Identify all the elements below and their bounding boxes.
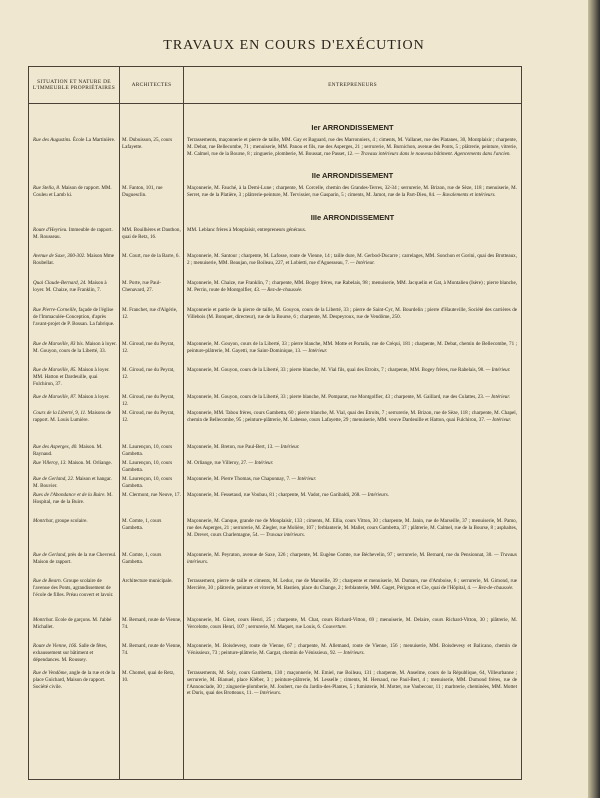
- situation-cell: [33, 185, 117, 199]
- works-note: — Intérieur.: [485, 416, 512, 423]
- street-name: Rue Villeroy, 13.: [33, 460, 67, 466]
- contractors-text: M. Orliange, rue Villeroy, 27.: [187, 460, 248, 466]
- contractors-cell: [187, 341, 517, 355]
- works-table: [28, 66, 522, 780]
- situation-cell: [33, 643, 117, 663]
- contractors-text: Terrassements, maçonnerie et pierre de taille, MM. Gay et Baguard, rue des Marronniers, 4 ; ciments, M. Vallanet, rue des Platanes, 30, Montplaisir ; charpente, M. Debat, rue Bellecombe, 71 ; menuiserie, MM. Panou et fils, rue des Asperges, 21 ; serrurerie, M. Burnichon, avenue des Ponts, 5 ; plâtrerie, peinture, vitrerie, M. Calmel, rue de la Bourse, 8 ; zinguerie, plomberie, M. Boussat, rue Passet, 12.: [187, 137, 517, 157]
- contractors-cell: [187, 367, 517, 374]
- building-description: groupe scolaire.: [53, 518, 88, 524]
- situation-cell: [33, 617, 117, 631]
- street-name: Rue de Marseille, 83 bis.: [33, 341, 84, 347]
- building-description: Immeuble de rapport. M. Rousseau.: [33, 227, 113, 240]
- situation-cell: [33, 253, 117, 267]
- street-name: Route de Vienne, 166.: [33, 643, 78, 649]
- contractors-text: Maçonnerie, M. Boisdevesy, route de Vienne, 67 ; charpente, M. Allemand, route de Vienne, 156 ; menuiserie, MM. Boisdevesy et Balicano, chemin de Vénissieux, 73 ; peinture-plâtrerie, M. Gargat, chemin de Vénissieux, 92.: [187, 643, 517, 656]
- architect-cell: M. Comte, 1, cours Gambetta.: [122, 518, 162, 531]
- architect-cell: M. Giroud, rue du Peyrat, 12.: [122, 367, 175, 380]
- building-description: angle de la rue et de la place Guichard, Maison de rapport. Société civile.: [33, 670, 116, 690]
- street-name: Rue de Gerland, 22.: [33, 476, 75, 482]
- page-title: TRAVAUX EN COURS D'EXÉCUTION: [163, 38, 425, 53]
- situation-cell: [33, 367, 117, 387]
- situation-cell: [33, 492, 117, 506]
- street-name: Montchat.: [33, 617, 54, 623]
- contractors-cell: [187, 492, 517, 499]
- works-note: — Travaux intérieurs.: [187, 552, 517, 565]
- situation-cell: [33, 444, 117, 458]
- building-description: Ecole de garçons. M. l'abbé Michallet.: [33, 617, 112, 630]
- building-description: Salle de fêtes, exhaussement sur bâtiment et dépendances. M. Roussey.: [33, 643, 108, 663]
- street-name: Quai Claude-Bernard, 24.: [33, 280, 87, 286]
- architect-cell: M. Franchet, rue d'Algérie, 12.: [122, 307, 178, 320]
- contractors-text: Maçonnerie, M. Breton, rue Paul-Bert, 13.: [187, 444, 274, 450]
- architect-cell: M. Bernard, route de Vienne, 74.: [122, 617, 182, 630]
- building-description: École La Martinière.: [71, 137, 116, 143]
- contractors-cell: [187, 518, 517, 538]
- works-note: — Intérieur.: [484, 394, 511, 400]
- street-name: Rue de Gerland,: [33, 552, 67, 558]
- building-description: Maison à loyer.: [76, 394, 110, 400]
- page-edge: [588, 0, 600, 798]
- header-entrepreneurs: ENTREPRENEURS: [328, 82, 377, 88]
- building-description: Maisons de rapport. M. Louis Lumière.: [33, 410, 112, 423]
- works-note: — Intérieur.: [290, 476, 317, 482]
- contractors-cell: [187, 394, 517, 401]
- contractors-text: Maçonnerie, M. Fessetaud, rue Voubau, 81 ; charpente, M. Vadot, rue Garibaldi, 268.: [187, 492, 361, 498]
- street-name: Rue de Marseille, 85.: [33, 367, 77, 373]
- situation-cell: [33, 460, 117, 467]
- street-name: Cours de la Liberté, 9, 11.: [33, 410, 87, 416]
- contractors-cell: [187, 444, 517, 451]
- contractors-text: MM. Leblanc frères à Monplaisir, entrepreneurs généraux.: [187, 227, 307, 233]
- architect-cell: M. Giroud, rue du Peyrat, 12.: [122, 394, 175, 407]
- street-name: Montchat,: [33, 518, 54, 524]
- street-name: Rue de Marseille, 87.: [33, 394, 77, 400]
- contractors-text: Maçonnerie, M. Santour ; charpente, M. Lafosse, route de Vienne, 14 ; taille dure, M. Gerbod-Ducarre ; carrelages, MM. Sonchon et Gorini, quai des Brotteaux, 2 ; menuiserie, MM. Beaujan, rue Boileau, 227, et Lobietti, rue d'Aguesseau, 7.: [187, 253, 517, 266]
- contractors-cell: [187, 280, 517, 294]
- situation-cell: [33, 552, 117, 566]
- contractors-text: Terrassement, pierre de taille et ciments, M. Leduc, rue de Marseille, 39 ; charpente et menuiserie, M. Dumars, rue d'Amboise, 6 ; serrurerie, M. Gimond, rue Mercière, 30 ; plâtrerie, peinture et vitrerie, M. Bastien, place du Change, 2 ; ferblanterie, MM. Gaget, Pérignon et Cie, quai de l'Hôpital, 4.: [187, 578, 517, 591]
- building-description: M. Hospital, rue de la Buire.: [33, 492, 113, 505]
- contractors-cell: [187, 578, 517, 592]
- contractors-text: Maçonnerie, M. Chaize, rue Franklin, 7 ; charpente, MM. Bogey frères, rue Rabelais, 98 ; menuiserie, MM. Jacquelin et Gat, à Montalieu (Isère) ; pierre blanche, M. Perrin, route de Montgolfier, 43.: [187, 280, 517, 293]
- contractors-cell: [187, 410, 517, 424]
- works-note: — Intérieur.: [247, 460, 274, 466]
- contractors-text: Maçonnerie, M. Gouyon, cours de la Liberté, 33 ; pierre blanche, M. Pomparat, rue Montgolfier, 43 ; charpente, M. Gaillard, rue des Culattes, 23.: [187, 394, 485, 400]
- architect-cell: M. Giroud, rue du Peyrat, 12.: [122, 341, 175, 354]
- architect-cell: M. Chomel, quai de Retz, 10.: [122, 670, 175, 683]
- situation-cell: [33, 137, 117, 144]
- architect-cell: M. Comte, 1, cours Gambetta.: [122, 552, 162, 565]
- contractors-cell: [187, 253, 517, 267]
- contractors-text: Maçonnerie, M. Peyraton, avenue de Saxe, 326 ; charpente, M. Eugène Comte, rue Béchevelin, 97 ; serrurerie, M. Bernard, rue du Pensionnat, 30.: [187, 552, 493, 558]
- table-header: [29, 67, 521, 104]
- building-description: Maison à loyer. M. Gouyon, cours de la Liberté, 33.: [33, 341, 117, 354]
- contractors-cell: [187, 552, 517, 566]
- street-name: Rues de l'Abondance et de la Buire.: [33, 492, 106, 498]
- building-description: Maison de rapport. MM. Couleu et Lamb ki.: [33, 185, 112, 198]
- column-divider: [119, 67, 120, 779]
- contractors-text: Maçonnerie et partie de la pierre de taille, M. Gouyon, cours de la Liberté, 33 ; pierre de Saint-Cyr, M. Bourdelin ; pierre d'Hauteville, Société des carrières de Villebois (M. Bonquet, directeur), rue de la Bourse, 6 ; charpente, M. Despeyroux, rue de Vendôme, 250.: [187, 307, 517, 320]
- contractors-text: Maçonnerie, M. Ginet, cours Henri, 25 ; charpente, M. Chat, cours Richard-Vitton, 69 ; menuiserie, M. Delaire, cours Richard-Vitton, 30 ; plâtrerie, M. Vercelotte, cours Henri, 107 ; serrurerie, M. Maquet, rue Louis, 6.: [187, 617, 517, 630]
- situation-cell: [33, 578, 117, 598]
- works-note: — Intérieur.: [348, 259, 375, 266]
- works-note: — Intérieur.: [273, 444, 300, 450]
- works-note: — Intérieurs.: [252, 690, 282, 697]
- contractors-text: Maçonnerie, M. Pierre Thomas, rue Chaponnay, 7.: [187, 476, 291, 482]
- contractors-text: Maçonnerie, MM. Tabou frères, cours Gambetta, 60 ; pierre blanche, M. Vial, quai des Etroits, 7 ; serrurerie, M. Brizon, rue de Sèze, 118 ; charpente, M. Chapel, chemin de Bellecombe, 95 ; peinture-plâtrerie, M. Labesse, cours Lafayette, 29 ; menuiserie, MM. veuve Dardeuille et Hatton, quai Fulchiron, 37.: [187, 410, 517, 423]
- street-name: Avenue de Saxe, 300-302.: [33, 253, 86, 259]
- street-name: Rue Stella, 8.: [33, 185, 61, 191]
- street-name: Rue Pierre-Corneille,: [33, 307, 78, 313]
- contractors-text: Terrassements, M. Soly, cours Gambetta, 130 ; maçonnerie, M. Emiel, rue Boileau, 131 ; charpente, M. Anselme, cours de la République, 64, Villeurbanne ; serrurerie, M. Bianuel, place Kléber, 3 ; peinture-plâtrerie, M. Lesselle ; ciments, M. Hersaud, rue Paul-Bert, 4 ; menuiserie, MM. Dumond frères, rue de l'Annonciade, 30 ; zinguerie-plomberie, M. Joubert, rue du Jardin-des-Plantes, 5 ; fumisterie, M. Mottet, rue Vaubecour, 11 ; marbrerie, cheminées, MM. Mottet et Duris, quai des Brotteaux, 11.: [187, 670, 517, 697]
- contractors-text: Maçonnerie, M. Gouyon, cours de la Liberté, 33 ; pierre blanche, M. Vial fils, quai des Etroits, 7 ; charpente, MM. Bogey frères, rue Rabelais, 98.: [187, 367, 485, 373]
- street-name: Rue de Vendôme,: [33, 670, 68, 676]
- architect-cell: M. Laurençon, 10, cours Gambetta.: [122, 476, 173, 489]
- building-description: Maison. M. Raynaud.: [33, 444, 103, 457]
- street-name: Rue des Asperges, 40.: [33, 444, 78, 450]
- contractors-cell: [187, 670, 517, 697]
- architect-cell: M. Laurençon, 10, cours Gambetta.: [122, 460, 173, 473]
- building-description: Groupe scolaire de l'avenue des Ponts, agrandissement de l'école de filles. Préau couvert et lavoir.: [33, 578, 114, 598]
- building-description: Maison à loyer. M. Chaize, rue Franklin, 7.: [33, 280, 107, 293]
- contractors-cell: [187, 460, 517, 467]
- works-note: Couverture.: [321, 623, 347, 630]
- works-note: — Travaux intérieurs dans le nouveau bâtiment. Agencements dans l'ancien.: [353, 150, 511, 157]
- works-note: — Travaux intérieurs.: [258, 531, 305, 538]
- situation-cell: [33, 307, 117, 327]
- situation-cell: [33, 227, 117, 241]
- building-description: façade de l'église de l'Immaculée-Conception, d'après l'avant-projet de P. Bossan. La fabrique.: [33, 307, 115, 327]
- works-note: — Ravalements et intérieurs.: [435, 191, 496, 198]
- header-situation: SITUATION ET NATURE DE L'IMMEUBLE PROPRIÉTAIRES: [32, 79, 116, 91]
- arrondissement-heading: Ier ARRONDISSEMENT: [311, 123, 394, 132]
- street-name: Rue de Bearn.: [33, 578, 62, 584]
- works-note: — Rez-de-chaussée.: [471, 584, 514, 591]
- architect-cell: MM. Bouilhères et Dauthon, quai de Retz, 16.: [122, 227, 181, 240]
- situation-cell: [33, 394, 117, 401]
- building-description: Maison Mme Roubellat.: [33, 253, 115, 266]
- works-note: — Intérieur.: [484, 367, 511, 373]
- street-name: Route d'Heyrieu.: [33, 227, 68, 233]
- situation-cell: [33, 476, 117, 490]
- works-note: — Rez-de-chaussée.: [260, 286, 303, 293]
- works-note: — Intérieurs.: [336, 649, 365, 656]
- contractors-cell: [187, 643, 517, 657]
- arrondissement-heading: IIe ARRONDISSEMENT: [311, 171, 394, 180]
- arrondissement-heading: IIIe ARRONDISSEMENT: [310, 213, 395, 222]
- situation-cell: [33, 518, 117, 525]
- architect-cell: M. Dubuisson, 25, cours Lafayette.: [122, 137, 173, 150]
- architect-cell: M. Bernard, route de Vienne, 74.: [122, 643, 182, 656]
- contractors-cell: [187, 227, 517, 234]
- contractors-cell: [187, 137, 517, 157]
- architect-cell: M. Court, rue de la Barre, 6.: [122, 253, 180, 259]
- contractors-text: Maçonnerie, M. Gouyon, cours de la Liberté, 33 ; pierre blanche, MM. Motte et Portalis, rue de Créqui, 181 ; charpente, M. Debat, chemin de Bellecombe, 71 ; peinture-plâtrerie, M. Gayetti, rue Saint-Dominique, 13.: [187, 341, 517, 354]
- contractors-cell: [187, 185, 517, 199]
- situation-cell: [33, 410, 117, 424]
- works-note: — Intérieurs.: [360, 492, 390, 498]
- street-name: Rue des Augustins.: [33, 137, 72, 143]
- building-description: Maison et hangar. M. Bouvier.: [33, 476, 112, 489]
- contractors-text: Maçonnerie, M. Canque, grande rue de Monplaisir, 133 ; ciments, M. Ellia, cours Vitton, 30 ; charpente, M. Janin, rue de Marseille, 37 ; menuiserie, M. Pamo, rue des Asperges, 21 ; serrurerie, M. Ziegler, rue Molière, 107 ; ferblanterie, M. Mallet, cours Gambetta, 37 ; plâtrerie, M. Calmel, rue de la Bourse, 8 ; asphaltes, M. Drevet, cours Charlemagne, 54.: [187, 518, 517, 538]
- contractors-cell: [187, 307, 517, 321]
- architect-cell: M. Porte, rue Paul-Chenavard, 27.: [122, 280, 161, 293]
- situation-cell: [33, 670, 117, 690]
- header-architectes: ARCHITECTES: [131, 82, 172, 88]
- building-description: Maison à loyer. MM. Hatton et Dardeuille, quai Fulchiron, 37.: [33, 367, 110, 387]
- building-description: près de la rue Chevreul. Maison de rapport.: [33, 552, 117, 565]
- architect-cell: M. Giroud, rue du Peyrat, 12.: [122, 410, 175, 423]
- contractors-text: Maçonnerie, M. Fauché, à la Demi-Lune ; charpente, M. Corcelle, chemin des Grandes-Terres, 32-34 ; serrurerie, M. Brizon, rue de Sèze, 118 ; menuiserie, M. Serret, rue de la Platière, 3 ; plâtrerie-peinture, M. Tervissier, rue Gasparin, 5 ; ciments, M. Jamot, rue de la Part-Dieu, 84.: [187, 185, 517, 198]
- contractors-cell: [187, 617, 517, 631]
- works-note: — Intérieur.: [301, 347, 328, 354]
- architect-cell: M. Clermont, rue Neuve, 17.: [122, 492, 181, 498]
- architect-cell: M. Fanton, 101, rue Duguesclin.: [122, 185, 163, 198]
- architect-cell: Architecture municipale.: [122, 578, 173, 584]
- architect-cell: M. Laurençon, 10, cours Gambetta.: [122, 444, 173, 457]
- situation-cell: [33, 280, 117, 294]
- contractors-cell: [187, 476, 517, 483]
- situation-cell: [33, 341, 117, 355]
- building-description: Maison. M. Orliange.: [66, 460, 112, 466]
